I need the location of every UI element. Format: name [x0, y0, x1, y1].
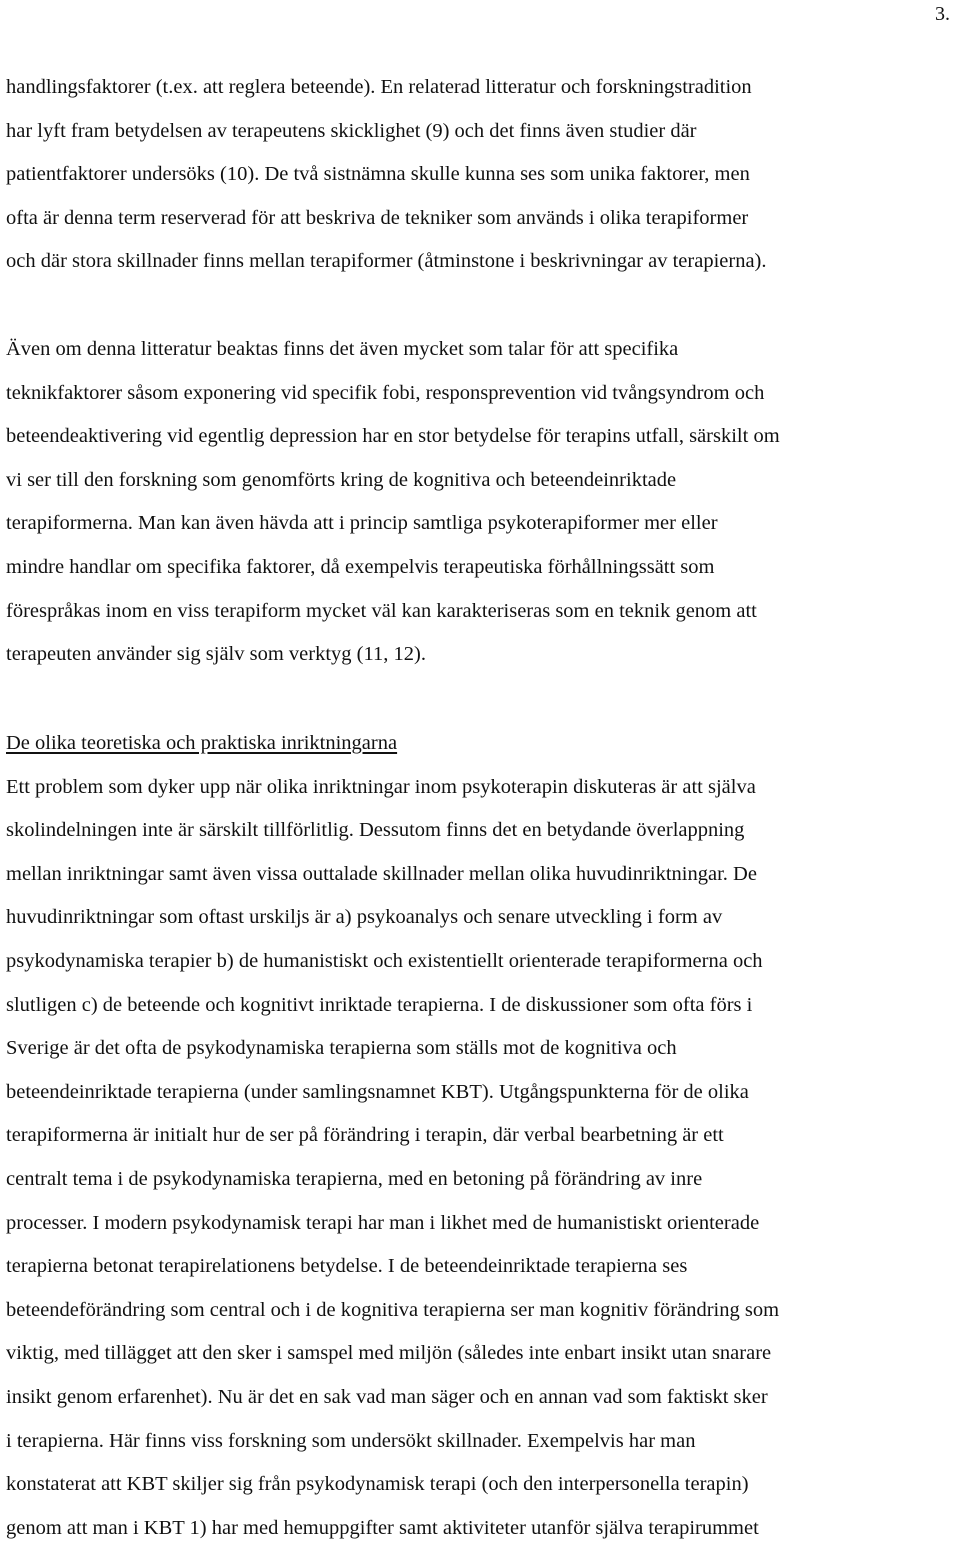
paragraph-line: terapierna betonat terapirelationens betydelse. I de beteendeinriktade terapierna ses [6, 1255, 688, 1278]
paragraph-line: terapeuten använder sig själv som verktyg (11, 12). [6, 643, 426, 666]
paragraph-line: psykodynamiska terapier b) de humanistiskt och existentiellt orienterade terapiformerna och [6, 949, 763, 972]
paragraph-line: centralt tema i de psykodynamiska terapierna, med en betoning på förändring av inre [6, 1167, 703, 1190]
paragraph-line: teknikfaktorer såsom exponering vid specifik fobi, responsprevention vid tvångsyndrom och [6, 381, 765, 404]
paragraph-line: Sverige är det ofta de psykodynamiska terapierna som ställs mot de kognitiva och [6, 1037, 677, 1060]
section-inriktningar [6, 722, 956, 1550]
page-number: 3. [935, 3, 950, 25]
paragraph-line: Även om denna litteratur beaktas finns det även mycket som talar för att specifika [6, 338, 679, 360]
paragraph-1 [6, 66, 956, 284]
paragraph-line: handlingsfaktorer (t.ex. att reglera beteende). En relaterad litteratur och forskningstradition [6, 76, 752, 98]
paragraph-line: insikt genom erfarenhet). Nu är det en sak vad man säger och en annan vad som faktiskt sker [6, 1385, 768, 1408]
paragraph-line: processer. I modern psykodynamisk terapi har man i likhet med de humanistiskt orienterade [6, 1211, 760, 1234]
paragraph-line: skolindelningen inte är särskilt tillförlitlig. Dessutom finns det en betydande överlappning [6, 819, 745, 842]
paragraph-2 [6, 328, 956, 677]
paragraph-line: mindre handlar om specifika faktorer, då exempelvis terapeutiska förhållningssätt som [6, 555, 715, 578]
paragraph-line: terapiformerna. Man kan även hävda att i princip samtliga psykoterapiformer mer eller [6, 512, 718, 535]
paragraph-line: mellan inriktningar samt även vissa outtalade skillnader mellan olika huvudinriktningar. De [6, 862, 757, 885]
paragraph-line: förespråkas inom en viss terapiform mycket väl kan karakteriseras som en teknik genom att [6, 599, 757, 622]
paragraph-line: Ett problem som dyker upp när olika inriktningar inom psykoterapin diskuteras är att själva [6, 775, 756, 798]
paragraph-line: terapiformerna är initialt hur de ser på förändring i terapin, där verbal bearbetning är ett [6, 1124, 724, 1147]
paragraph-line: ofta är denna term reserverad för att beskriva de tekniker som används i olika terapiformer [6, 206, 749, 229]
paragraph-line: patientfaktorer undersöks (10). De två sistnämna skulle kunna ses som unika faktorer, men [6, 163, 750, 186]
paragraph-line: vi ser till den forskning som genomförts kring de kognitiva och beteendeinriktade [6, 468, 677, 491]
paragraph-line: genom att man i KBT 1) har med hemuppgifter samt aktiviteter utanför själva terapirummet [6, 1516, 759, 1539]
section-heading: De olika teoretiska och praktiska inriktningarna [6, 732, 398, 754]
paragraph-line: har lyft fram betydelsen av terapeutens skicklighet (9) och det finns även studier där [6, 119, 697, 142]
paragraph-line: i terapierna. Här finns viss forskning som undersökt skillnader. Exempelvis har man [6, 1429, 696, 1452]
paragraph-line: och där stora skillnader finns mellan terapiformer (åtminstone i beskrivningar av terapierna). [6, 250, 767, 273]
paragraph-line: konstaterat att KBT skiljer sig från psykodynamisk terapi (och den interpersonella terapin) [6, 1473, 749, 1496]
paragraph-line: huvudinriktningar som oftast urskiljs är a) psykoanalys och senare utveckling i form av [6, 906, 723, 929]
paragraph-line: beteendeinriktade terapierna (under samlingsnamnet KBT). Utgångspunkterna för de olika [6, 1080, 749, 1103]
paragraph-line: viktig, med tillägget att den sker i samspel med miljön (således inte enbart insikt utan snarare [6, 1342, 772, 1365]
paragraph-line: beteendeaktivering vid egentlig depression har en stor betydelse för terapins utfall, särskilt om [6, 425, 780, 448]
paragraph-line: beteendeförändring som central och i de kognitiva terapierna ser man kognitiv förändring som [6, 1298, 780, 1321]
paragraph-line: slutligen c) de beteende och kognitivt inriktade terapierna. I de diskussioner som ofta förs i [6, 993, 753, 1016]
